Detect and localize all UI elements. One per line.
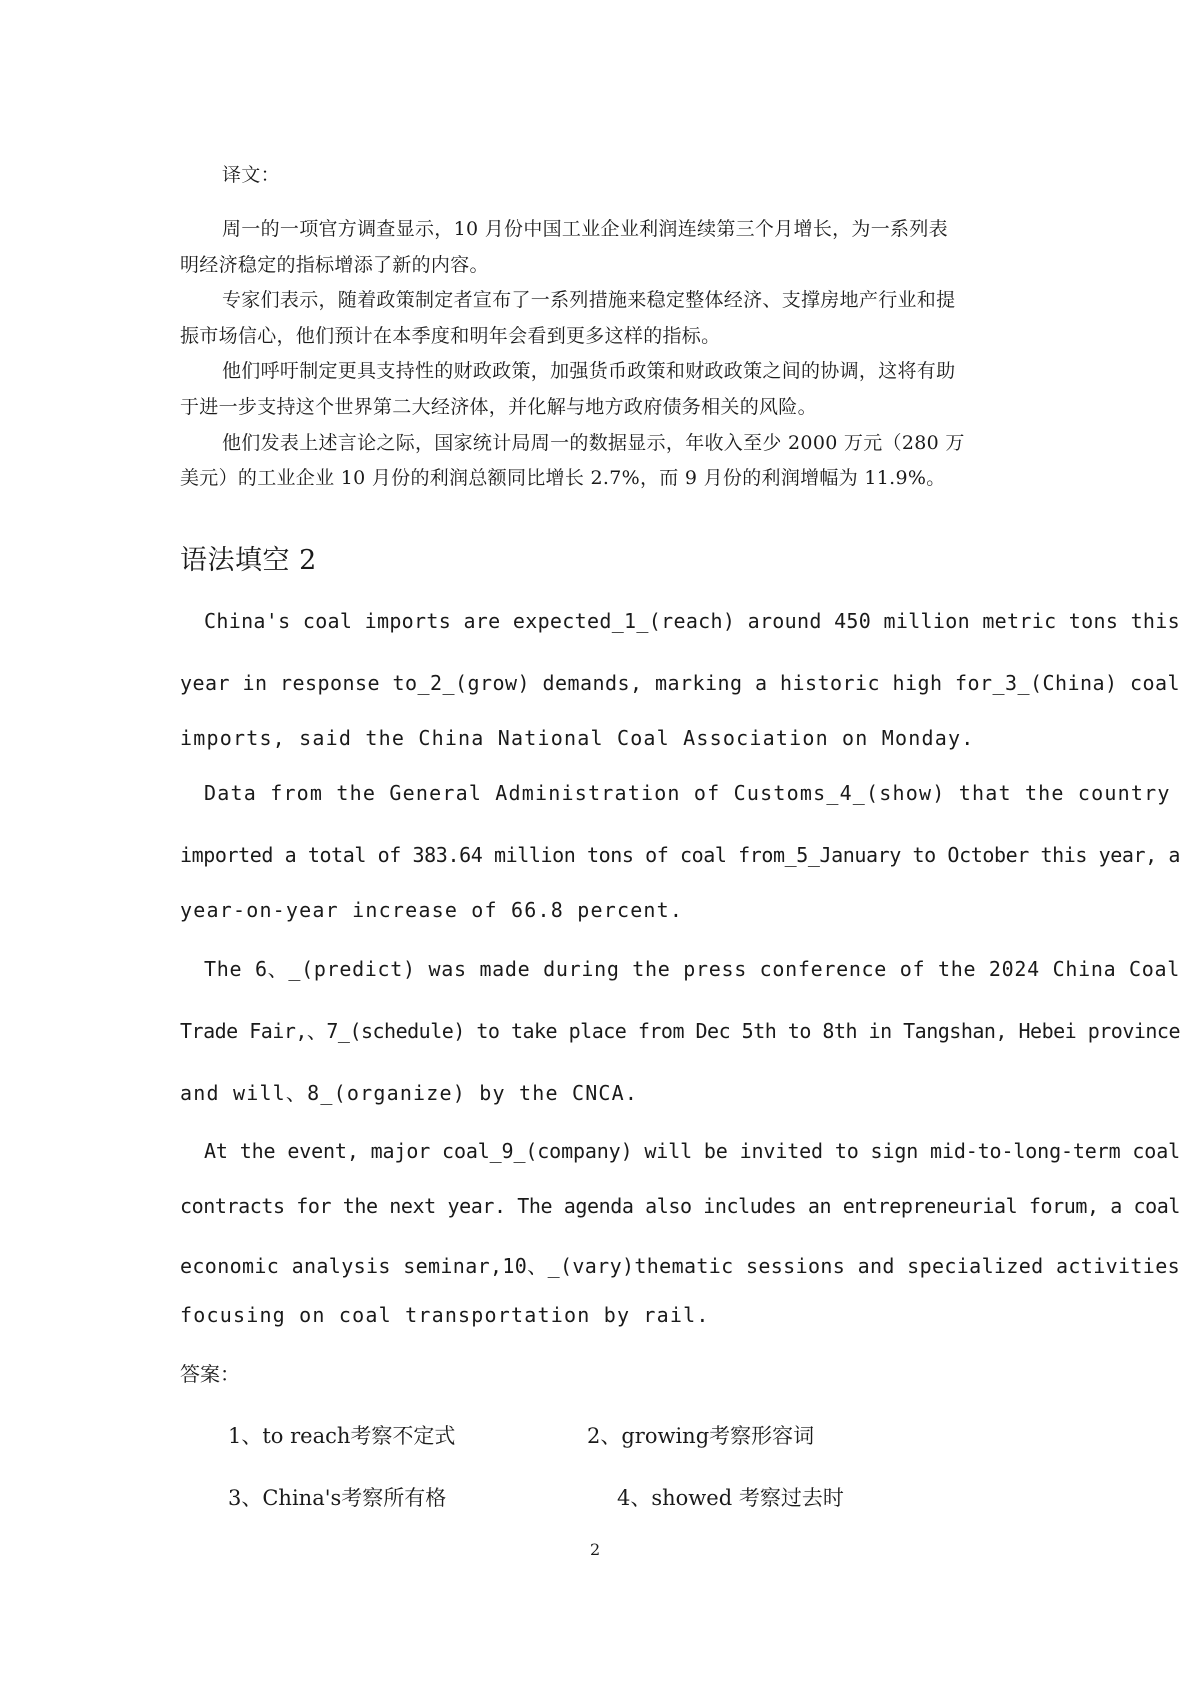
passage-line: At the event, major coal_9_(company) will be invited to sign mid-to-long-term coal	[204, 1139, 1180, 1163]
passage-line: economic analysis seminar,10、_(vary)thematic sessions and specialized activities	[180, 1254, 1180, 1278]
answer-item: 2、growing考察形容词	[587, 1424, 815, 1448]
passage-line: year in response to_2_(grow) demands, marking a historic high for_3_(China) coal	[180, 671, 1180, 695]
translation-line: 明经济稳定的指标增添了新的内容。	[180, 254, 489, 276]
translation-line: 他们发表上述言论之际，国家统计局周一的数据显示，年收入至少 2000 万元（280 万	[222, 432, 965, 454]
translation-label: 译文：	[222, 164, 280, 186]
translation-line: 专家们表示，随着政策制定者宣布了一系列措施来稳定整体经济、支撑房地产行业和提	[222, 289, 956, 311]
passage-line: contracts for the next year. The agenda also includes an entrepreneurial forum, a coal	[180, 1194, 1180, 1218]
passage-line: China's coal imports are expected_1_(reach) around 450 million metric tons this	[204, 609, 1180, 633]
passage-line: Data from the General Administration of Customs_4_(show) that the country	[204, 781, 1171, 805]
passage-line: imported a total of 383.64 million tons of coal from_5_January to October this year, a	[180, 843, 1180, 867]
translation-line: 于进一步支持这个世界第二大经济体，并化解与地方政府债务相关的风险。	[180, 396, 817, 418]
answer-item: 4、showed 考察过去时	[617, 1486, 844, 1510]
passage-line: The 6、_(predict) was made during the press conference of the 2024 China Coal	[204, 957, 1180, 981]
translation-line: 他们呼吁制定更具支持性的财政政策，加强货币政策和财政政策之间的协调，这将有助	[222, 360, 956, 382]
passage-line: imports, said the China National Coal Association on Monday.	[180, 726, 975, 750]
passage-line: and will、8_(organize) by the CNCA.	[180, 1081, 639, 1105]
answer-item: 1、to reach考察不定式	[228, 1424, 456, 1448]
translation-line: 美元）的工业企业 10 月份的利润总额同比增长 2.7%，而 9 月份的利润增幅为 11.9%。	[180, 467, 946, 489]
passage-line: Trade Fair,、7_(schedule) to take place from Dec 5th to 8th in Tangshan, Hebei province	[180, 1019, 1180, 1043]
answer-item: 3、China's考察所有格	[228, 1486, 447, 1510]
translation-line: 振市场信心，他们预计在本季度和明年会看到更多这样的指标。	[180, 325, 721, 347]
passage-line: focusing on coal transportation by rail.	[180, 1303, 710, 1327]
page-number: 2	[590, 1540, 601, 1559]
translation-line: 周一的一项官方调查显示，10 月份中国工业企业利润连续第三个月增长，为一系列表	[222, 218, 948, 240]
passage-line: year-on-year increase of 66.8 percent.	[180, 898, 684, 922]
section-title: 语法填空 2	[180, 545, 317, 576]
answers-label: 答案：	[180, 1362, 240, 1386]
